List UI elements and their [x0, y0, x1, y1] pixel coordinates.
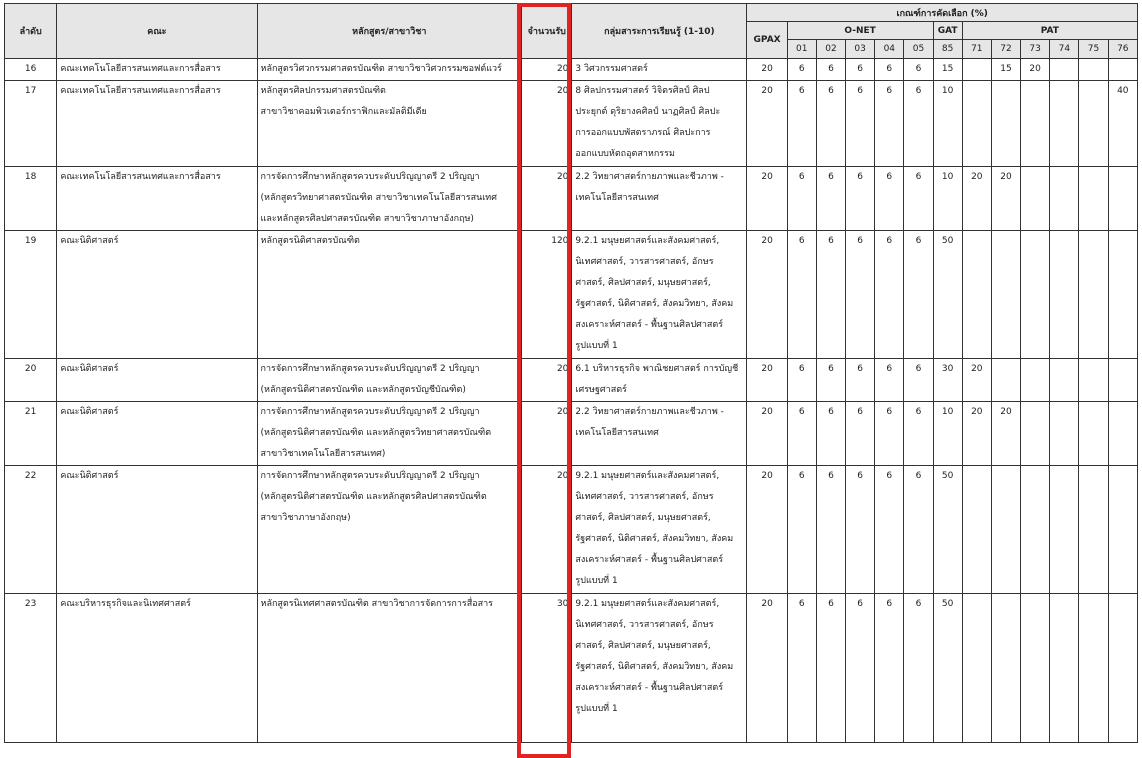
- row-subject-group: 9.2.1 มนุษยศาสตร์และสังคมศาสตร์, นิเทศศาสตร์, วารสารศาสตร์, อักษร ศาสตร์, ศิลปศาสตร์, มนุษยศาสตร์, รัฐศาสตร์, นิติศาสตร์, สังคมวิทยา, สังคม สงเคราะห์ศาสตร์ - พื้นฐานศิลปศาสตร์ รูปแบบที่ 1: [572, 466, 747, 594]
- row-subject-group: 3 วิศวกรรมศาสตร์: [572, 59, 747, 81]
- row-number: 22: [5, 466, 57, 594]
- row-pat-score: [1108, 594, 1137, 743]
- row-program: หลักสูตรวิศวกรรมศาสตรบัณฑิต สาขาวิชาวิศวกรรมซอฟต์แวร์: [257, 59, 522, 81]
- row-program: หลักสูตรศิลปกรรมศาสตรบัณฑิต สาขาวิชาคอมพิวเตอร์กราฟิกและมัลติมีเดีย: [257, 81, 522, 167]
- row-faculty: คณะเทคโนโลยีสารสนเทศและการสื่อสาร: [57, 81, 257, 167]
- row-pat-score: [1079, 402, 1108, 466]
- row-subject-group: 8 ศิลปกรรมศาสตร์ วิจิตรศิลป์ ศิลป ประยุกต์ ดุริยางคศิลป์ นาฏศิลป์ ศิลปะ การออกแบบพัสตราภรณ์ ศิลปะการ ออกแบบหัตถอุตสาหกรรม: [572, 81, 747, 167]
- row-onet-score: 6: [846, 81, 875, 167]
- row-pat-score: [1108, 231, 1137, 359]
- row-pat-score: [1108, 167, 1137, 231]
- row-onet-score: 6: [875, 402, 904, 466]
- header-onet-code: 04: [875, 40, 904, 59]
- row-number: 17: [5, 81, 57, 167]
- row-pat-score: 20: [991, 402, 1020, 466]
- row-gat-score: 50: [933, 594, 962, 743]
- header-onet-code: 02: [816, 40, 845, 59]
- row-onet-score: 6: [816, 231, 845, 359]
- row-pat-score: [991, 359, 1020, 402]
- row-gpax: 20: [747, 59, 787, 81]
- table-row: [5, 81, 1138, 167]
- row-pat-score: [1079, 594, 1108, 743]
- row-pat-score: 20: [962, 402, 991, 466]
- row-program: หลักสูตรนิเทศศาสตรบัณฑิต สาขาวิชาการจัดการการสื่อสาร: [257, 594, 522, 743]
- row-program: การจัดการศึกษาหลักสูตรควบระดับปริญญาตรี 2 ปริญญา (หลักสูตรนิติศาสตรบัณฑิต และหลักสูตรบัญชีบัณฑิต): [257, 359, 522, 402]
- row-pat-score: [1050, 167, 1079, 231]
- row-pat-score: [1021, 167, 1050, 231]
- row-pat-score: [1021, 594, 1050, 743]
- row-pat-score: [962, 59, 991, 81]
- row-onet-score: 6: [787, 594, 816, 743]
- header-gat-code: 85: [933, 40, 962, 59]
- header-pat-code: 71: [962, 40, 991, 59]
- row-pat-score: [962, 466, 991, 594]
- row-subject-group: 6.1 บริหารธุรกิจ พาณิชยศาสตร์ การบัญชี เศรษฐศาสตร์: [572, 359, 747, 402]
- row-gat-score: 10: [933, 167, 962, 231]
- header-pat-code: 73: [1021, 40, 1050, 59]
- row-pat-score: [1021, 466, 1050, 594]
- row-subject-group: 9.2.1 มนุษยศาสตร์และสังคมศาสตร์, นิเทศศาสตร์, วารสารศาสตร์, อักษร ศาสตร์, ศิลปศาสตร์, มนุษยศาสตร์, รัฐศาสตร์, นิติศาสตร์, สังคมวิทยา, สังคม สงเคราะห์ศาสตร์ - พื้นฐานศิลปศาสตร์ รูปแบบที่ 1: [572, 594, 747, 743]
- row-faculty: คณะนิติศาสตร์: [57, 359, 257, 402]
- row-pat-score: [991, 466, 1020, 594]
- row-seats: 20: [522, 359, 572, 402]
- row-onet-score: 6: [904, 402, 933, 466]
- admission-criteria-table: [4, 3, 1138, 743]
- row-onet-score: 6: [846, 359, 875, 402]
- row-faculty: คณะเทคโนโลยีสารสนเทศและการสื่อสาร: [57, 167, 257, 231]
- table-row: [5, 359, 1138, 402]
- row-pat-score: [962, 81, 991, 167]
- row-pat-score: [1050, 81, 1079, 167]
- header-onet: O-NET: [787, 22, 933, 40]
- header-seats: จำนวนรับ: [522, 4, 572, 59]
- table-row: [5, 402, 1138, 466]
- row-pat-score: [1108, 359, 1137, 402]
- row-gpax: 20: [747, 466, 787, 594]
- row-faculty: คณะนิติศาสตร์: [57, 466, 257, 594]
- row-onet-score: 6: [787, 231, 816, 359]
- row-faculty: คณะบริหารธุรกิจและนิเทศศาสตร์: [57, 594, 257, 743]
- row-pat-score: 40: [1108, 81, 1137, 167]
- row-onet-score: 6: [875, 594, 904, 743]
- row-pat-score: [1021, 359, 1050, 402]
- row-faculty: คณะนิติศาสตร์: [57, 231, 257, 359]
- row-pat-score: [1079, 359, 1108, 402]
- header-pat-code: 74: [1050, 40, 1079, 59]
- row-onet-score: 6: [816, 59, 845, 81]
- row-pat-score: [1079, 466, 1108, 594]
- row-gpax: 20: [747, 402, 787, 466]
- row-gat-score: 10: [933, 81, 962, 167]
- row-subject-group: 2.2 วิทยาศาสตร์กายภาพและชีวภาพ - เทคโนโลยีสารสนเทศ: [572, 402, 747, 466]
- row-onet-score: 6: [816, 81, 845, 167]
- row-pat-score: [991, 594, 1020, 743]
- row-pat-score: [1021, 231, 1050, 359]
- row-onet-score: 6: [787, 359, 816, 402]
- row-number: 18: [5, 167, 57, 231]
- row-onet-score: 6: [846, 231, 875, 359]
- row-pat-score: [1050, 466, 1079, 594]
- row-onet-score: 6: [875, 359, 904, 402]
- row-gpax: 20: [747, 594, 787, 743]
- row-onet-score: 6: [904, 81, 933, 167]
- row-onet-score: 6: [904, 466, 933, 594]
- row-onet-score: 6: [787, 402, 816, 466]
- row-number: 16: [5, 59, 57, 81]
- row-pat-score: [1079, 59, 1108, 81]
- row-number: 20: [5, 359, 57, 402]
- header-subject-group: กลุ่มสาระการเรียนรู้ (1-10): [572, 4, 747, 59]
- row-pat-score: [1021, 81, 1050, 167]
- row-onet-score: 6: [787, 167, 816, 231]
- row-onet-score: 6: [846, 402, 875, 466]
- row-onet-score: 6: [875, 167, 904, 231]
- row-onet-score: 6: [875, 466, 904, 594]
- header-pat: PAT: [962, 22, 1137, 40]
- row-pat-score: 20: [991, 167, 1020, 231]
- row-onet-score: 6: [846, 594, 875, 743]
- row-pat-score: [1108, 466, 1137, 594]
- row-pat-score: [1021, 402, 1050, 466]
- row-faculty: คณะนิติศาสตร์: [57, 402, 257, 466]
- row-program: การจัดการศึกษาหลักสูตรควบระดับปริญญาตรี 2 ปริญญา (หลักสูตรนิติศาสตรบัณฑิต และหลักสูตรวิทยาศาสตรบัณฑิต สาขาวิชาเทคโนโลยีสารสนเทศ): [257, 402, 522, 466]
- row-program: การจัดการศึกษาหลักสูตรควบระดับปริญญาตรี 2 ปริญญา (หลักสูตรนิติศาสตรบัณฑิต และหลักสูตรศิลปศาสตรบัณฑิต สาขาวิชาภาษาอังกฤษ): [257, 466, 522, 594]
- row-onet-score: 6: [816, 359, 845, 402]
- row-seats: 30: [522, 594, 572, 743]
- row-pat-score: 15: [991, 59, 1020, 81]
- row-pat-score: [1108, 402, 1137, 466]
- row-seats: 20: [522, 59, 572, 81]
- row-gat-score: 10: [933, 402, 962, 466]
- row-onet-score: 6: [816, 167, 845, 231]
- row-pat-score: [991, 81, 1020, 167]
- header-faculty: คณะ: [57, 4, 257, 59]
- row-number: 19: [5, 231, 57, 359]
- row-pat-score: [991, 231, 1020, 359]
- row-onet-score: 6: [904, 594, 933, 743]
- header-onet-code: 03: [846, 40, 875, 59]
- row-onet-score: 6: [816, 594, 845, 743]
- header-onet-code: 01: [787, 40, 816, 59]
- row-pat-score: [1050, 359, 1079, 402]
- row-program: การจัดการศึกษาหลักสูตรควบระดับปริญญาตรี 2 ปริญญา (หลักสูตรวิทยาศาสตรบัณฑิต สาขาวิชาเทคโนโลยีสารสนเทศ และหลักสูตรศิลปศาสตรบัณฑิต สาขาวิชาภาษาอังกฤษ): [257, 167, 522, 231]
- table-row: [5, 466, 1138, 594]
- row-pat-score: [962, 231, 991, 359]
- row-pat-score: [1079, 167, 1108, 231]
- row-seats: 20: [522, 167, 572, 231]
- table-row: [5, 167, 1138, 231]
- row-gat-score: 50: [933, 466, 962, 594]
- row-number: 21: [5, 402, 57, 466]
- row-onet-score: 6: [904, 359, 933, 402]
- row-seats: 20: [522, 81, 572, 167]
- row-pat-score: [962, 594, 991, 743]
- row-onet-score: 6: [846, 59, 875, 81]
- row-onet-score: 6: [846, 466, 875, 594]
- row-gpax: 20: [747, 81, 787, 167]
- row-pat-score: [1079, 81, 1108, 167]
- table-row: [5, 231, 1138, 359]
- row-gat-score: 30: [933, 359, 962, 402]
- header-program: หลักสูตร/สาขาวิชา: [257, 4, 522, 59]
- row-pat-score: [1050, 59, 1079, 81]
- row-onet-score: 6: [904, 59, 933, 81]
- header-pat-code: 75: [1079, 40, 1108, 59]
- row-onet-score: 6: [846, 167, 875, 231]
- row-gat-score: 50: [933, 231, 962, 359]
- row-onet-score: 6: [875, 231, 904, 359]
- row-onet-score: 6: [816, 466, 845, 594]
- row-seats: 20: [522, 402, 572, 466]
- row-pat-score: [1050, 231, 1079, 359]
- row-number: 23: [5, 594, 57, 743]
- header-pat-code: 76: [1108, 40, 1137, 59]
- row-pat-score: [1050, 594, 1079, 743]
- row-faculty: คณะเทคโนโลยีสารสนเทศและการสื่อสาร: [57, 59, 257, 81]
- row-pat-score: 20: [962, 167, 991, 231]
- row-onet-score: 6: [787, 59, 816, 81]
- header-criteria: เกณฑ์การคัดเลือก (%): [747, 4, 1138, 22]
- header-onet-code: 05: [904, 40, 933, 59]
- header-pat-code: 72: [991, 40, 1020, 59]
- row-gpax: 20: [747, 167, 787, 231]
- row-onet-score: 6: [816, 402, 845, 466]
- row-onet-score: 6: [904, 231, 933, 359]
- row-pat-score: [1079, 231, 1108, 359]
- row-program: หลักสูตรนิติศาสตรบัณฑิต: [257, 231, 522, 359]
- row-pat-score: 20: [1021, 59, 1050, 81]
- row-subject-group: 2.2 วิทยาศาสตร์กายภาพและชีวภาพ - เทคโนโลยีสารสนเทศ: [572, 167, 747, 231]
- row-pat-score: [1108, 59, 1137, 81]
- header-gat: GAT: [933, 22, 962, 40]
- header-gpax: GPAX: [747, 22, 787, 59]
- row-gat-score: 15: [933, 59, 962, 81]
- row-onet-score: 6: [875, 59, 904, 81]
- row-onet-score: 6: [875, 81, 904, 167]
- row-pat-score: [1050, 402, 1079, 466]
- row-seats: 20: [522, 466, 572, 594]
- row-seats: 120: [522, 231, 572, 359]
- row-onet-score: 6: [787, 466, 816, 594]
- row-onet-score: 6: [904, 167, 933, 231]
- table-row: [5, 594, 1138, 743]
- row-pat-score: 20: [962, 359, 991, 402]
- row-subject-group: 9.2.1 มนุษยศาสตร์และสังคมศาสตร์, นิเทศศาสตร์, วารสารศาสตร์, อักษร ศาสตร์, ศิลปศาสตร์, มนุษยศาสตร์, รัฐศาสตร์, นิติศาสตร์, สังคมวิทยา, สังคม สงเคราะห์ศาสตร์ - พื้นฐานศิลปศาสตร์ รูปแบบที่ 1: [572, 231, 747, 359]
- row-gpax: 20: [747, 359, 787, 402]
- header-no: ลำดับ: [5, 4, 57, 59]
- row-gpax: 20: [747, 231, 787, 359]
- table-row: [5, 59, 1138, 81]
- row-onet-score: 6: [787, 81, 816, 167]
